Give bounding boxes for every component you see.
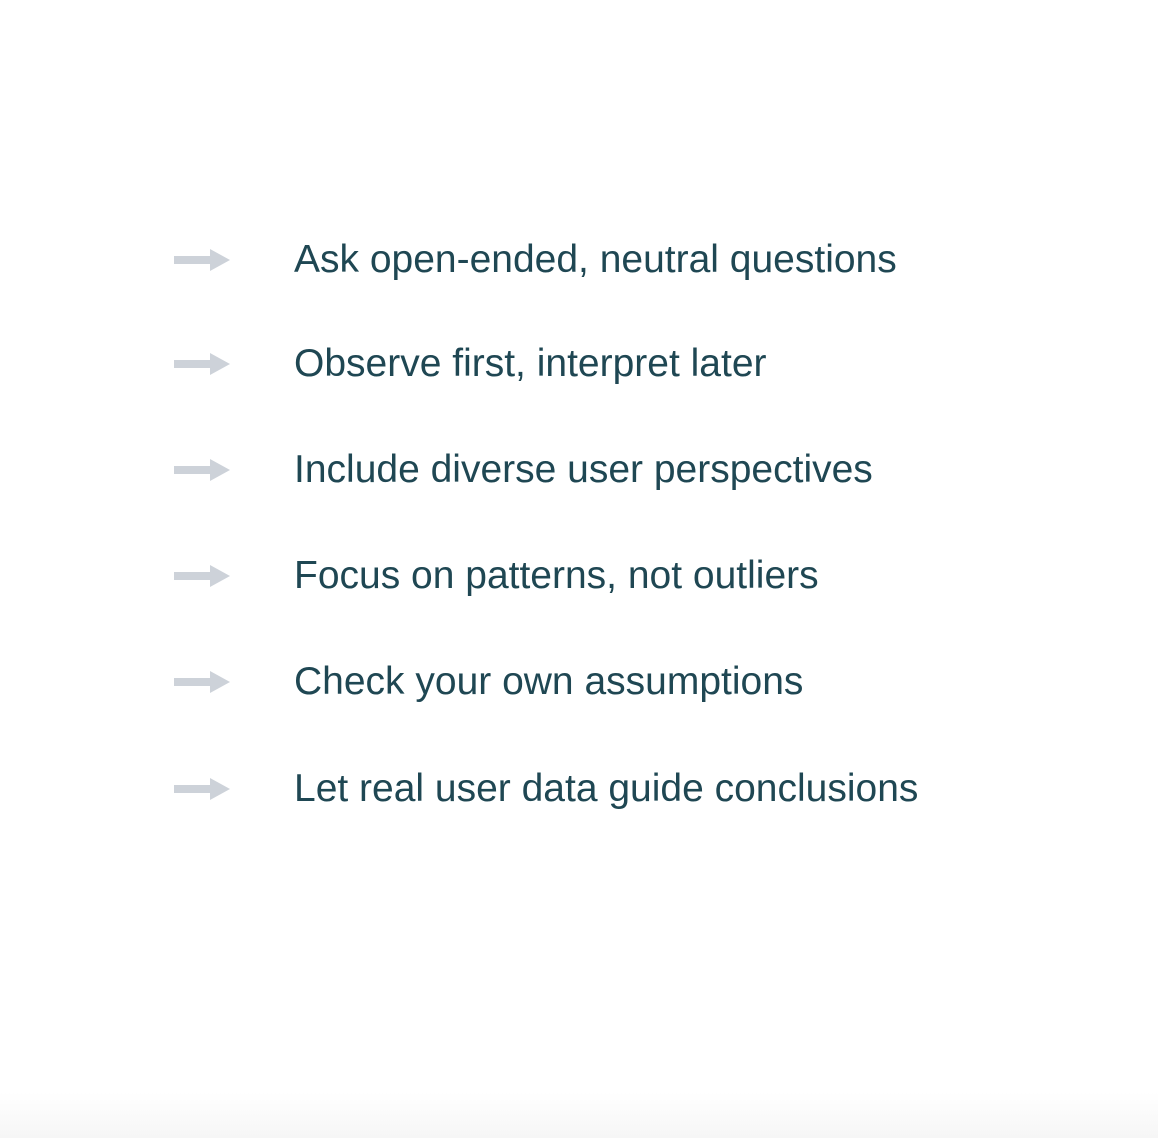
right-arrow-icon <box>174 351 230 377</box>
right-arrow-icon <box>174 776 230 802</box>
list-item-label: Include diverse user perspectives <box>294 448 873 491</box>
right-arrow-icon <box>174 247 230 273</box>
right-arrow-icon <box>174 669 230 695</box>
list-item <box>0 657 1158 707</box>
list-item <box>0 235 1158 285</box>
list-item <box>0 764 1158 814</box>
list-item-label: Check your own assumptions <box>294 660 804 703</box>
right-arrow-icon <box>174 457 230 483</box>
list-item <box>0 551 1158 601</box>
list-item-label: Observe first, interpret later <box>294 342 767 385</box>
list-item-label: Let real user data guide conclusions <box>294 767 919 810</box>
list-item <box>0 339 1158 389</box>
list-item-label: Focus on patterns, not outliers <box>294 554 819 597</box>
list-item-label: Ask open-ended, neutral questions <box>294 238 897 281</box>
right-arrow-icon <box>174 563 230 589</box>
list-item <box>0 445 1158 495</box>
